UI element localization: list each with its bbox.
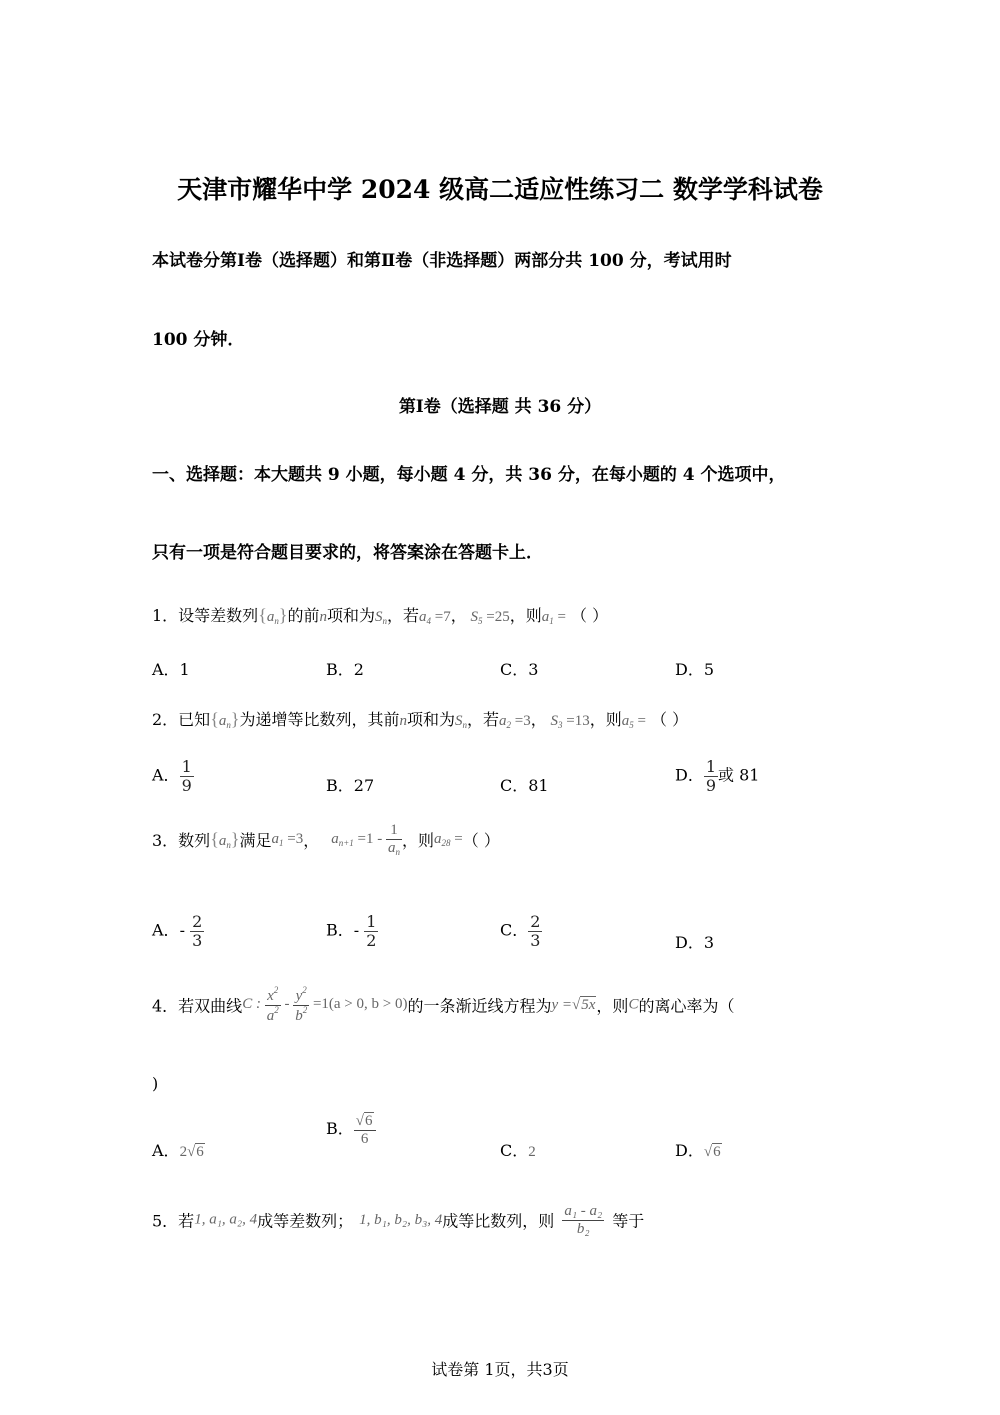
q4-hyperbola-equation: C : $\frac{x^2}{a^2}$ - $\frac{y^2}{b^2}$ =1(a > 0, b > 0) xyxy=(242,985,408,1024)
exam-title: 天津市耀华中学 2024 级高二适应性练习二 数学学科试卷 xyxy=(177,175,823,204)
q4-option-c[interactable]: C．2 xyxy=(500,1141,536,1160)
instructions-line-1: 一、选择题：本大题共 9 小题，每小题 4 分，共 36 分，在每小题的 4 个选项中， xyxy=(152,465,786,485)
q1-cond-a4: $a_4 =7$ xyxy=(419,609,451,626)
intro-line-2: 100 分钟． xyxy=(152,330,245,350)
question-3: 3．数列$\{a_n\}$满足$a_1 =3$， $a_{n+1} =1$ - $\frac{1}{a_n}$ ，则$a_{28}$ =（ ） xyxy=(152,822,500,857)
q1-seq-math: $\{a_n\}$ xyxy=(258,605,288,626)
q3-option-a[interactable]: A．- $\frac{2}{3}$ xyxy=(152,912,203,950)
fraction: $\frac{1}{a_n}$ xyxy=(388,822,401,857)
question-4: 4．若双曲线C : $\frac{x^2}{a^2}$ - $\frac{y^2}{b^2}$ =1(a > 0, b > 0)的一条渐近线方程为y =√5x，则C的离心率为（ xyxy=(152,985,735,1024)
fraction: $\frac{√6}{6}$ xyxy=(354,1112,376,1147)
q3-option-c[interactable]: C． $\frac{2}{3}$ xyxy=(500,912,541,950)
q2-option-c[interactable]: C．81 xyxy=(500,776,549,795)
q2-cond-s3: $S_3 =13$ xyxy=(546,713,590,730)
q4-close-paren: ) xyxy=(152,1074,159,1093)
section-title: 第Ⅰ卷（选择题 共 36 分） xyxy=(398,397,602,417)
q2-cond-a2: $a_2 =3$ xyxy=(499,713,531,730)
instructions-line-2: 只有一项是符合题目要求的，将答案涂在答题卡上． xyxy=(152,543,543,563)
fraction: $\frac{x^2}{a^2}$ xyxy=(266,985,279,1024)
q1-cond-s5: $S_5 =25$ xyxy=(466,609,510,626)
fraction: $\frac{2}{3}$ xyxy=(530,912,541,950)
fraction: $\frac{1}{2}$ xyxy=(366,912,377,950)
q1-option-c[interactable]: C．3 xyxy=(500,660,539,679)
q1-option-a[interactable]: A．1 xyxy=(152,660,190,679)
page-footer: 试卷第 1页，共3页 xyxy=(431,1360,569,1379)
fraction: $\frac{1}{9}$ xyxy=(181,757,192,795)
q1-text: 1．设等差数列 xyxy=(152,606,259,625)
q2-option-d[interactable]: D． $\frac{1}{9}$ 或 81 xyxy=(675,757,760,795)
q3-cond-a1: $a_1 =3$ xyxy=(271,831,304,849)
q3-recurrence: $a_{n+1} =1$ - $\frac{1}{a_n}$ xyxy=(331,822,401,857)
q1-option-b[interactable]: B．2 xyxy=(326,660,364,679)
fraction: $\frac{1}{9}$ xyxy=(705,757,717,795)
question-5: 5．若1, a₁, a₂, 4成等差数列； 1, b₁, b₂, b₃, 4成等比数列，则 $\frac{\text{a₁ - a₂}}{\text{b₂}}$ 等于 xyxy=(152,1203,645,1237)
fraction: $\frac{2}{3}$ xyxy=(192,912,203,950)
intro-line-1: 本试卷分第Ⅰ卷（选择题）和第Ⅱ卷（非选择题）两部分共 100 分，考试用时 xyxy=(152,251,732,271)
q5-fraction: $\frac{\text{a₁ - a₂}}{\text{b₂}}$ xyxy=(564,1203,603,1237)
question-2: 2．已知$\{a_n\}$为递增等比数列，其前n项和为$S_n$，若$a_2 =3$， $S_3 =13$，则$a_5$ = （ ） xyxy=(152,709,689,730)
q5-geometric-seq: 1, b₁, b₂, b₃, 4 xyxy=(359,1211,443,1228)
q4-option-a[interactable]: A．2√6 xyxy=(152,1141,204,1160)
q4-asymptote: y =√5x xyxy=(551,997,596,1013)
q2-option-a[interactable]: A． $\frac{1}{9}$ xyxy=(152,757,192,795)
q3-option-d[interactable]: D．3 xyxy=(675,933,715,952)
q5-arithmetic-seq: 1, a₁, a₂, 4 xyxy=(194,1211,258,1228)
q1-option-d[interactable]: D．5 xyxy=(675,660,715,679)
q3-option-b[interactable]: B．- $\frac{1}{2}$ xyxy=(326,912,377,950)
q4-option-d[interactable]: D．√6 xyxy=(675,1141,721,1160)
q4-option-b[interactable]: B． $\frac{√6}{6}$ xyxy=(326,1112,376,1147)
fraction: $\frac{y^2}{b^2}$ xyxy=(295,985,308,1024)
q2-option-b[interactable]: B．27 xyxy=(326,776,375,795)
question-1: 1．设等差数列$\{a_n\}$的前n项和为$S_n$，若$a_4 =7$， $S_5 =25$，则$a_1$ = （ ） xyxy=(152,605,609,626)
